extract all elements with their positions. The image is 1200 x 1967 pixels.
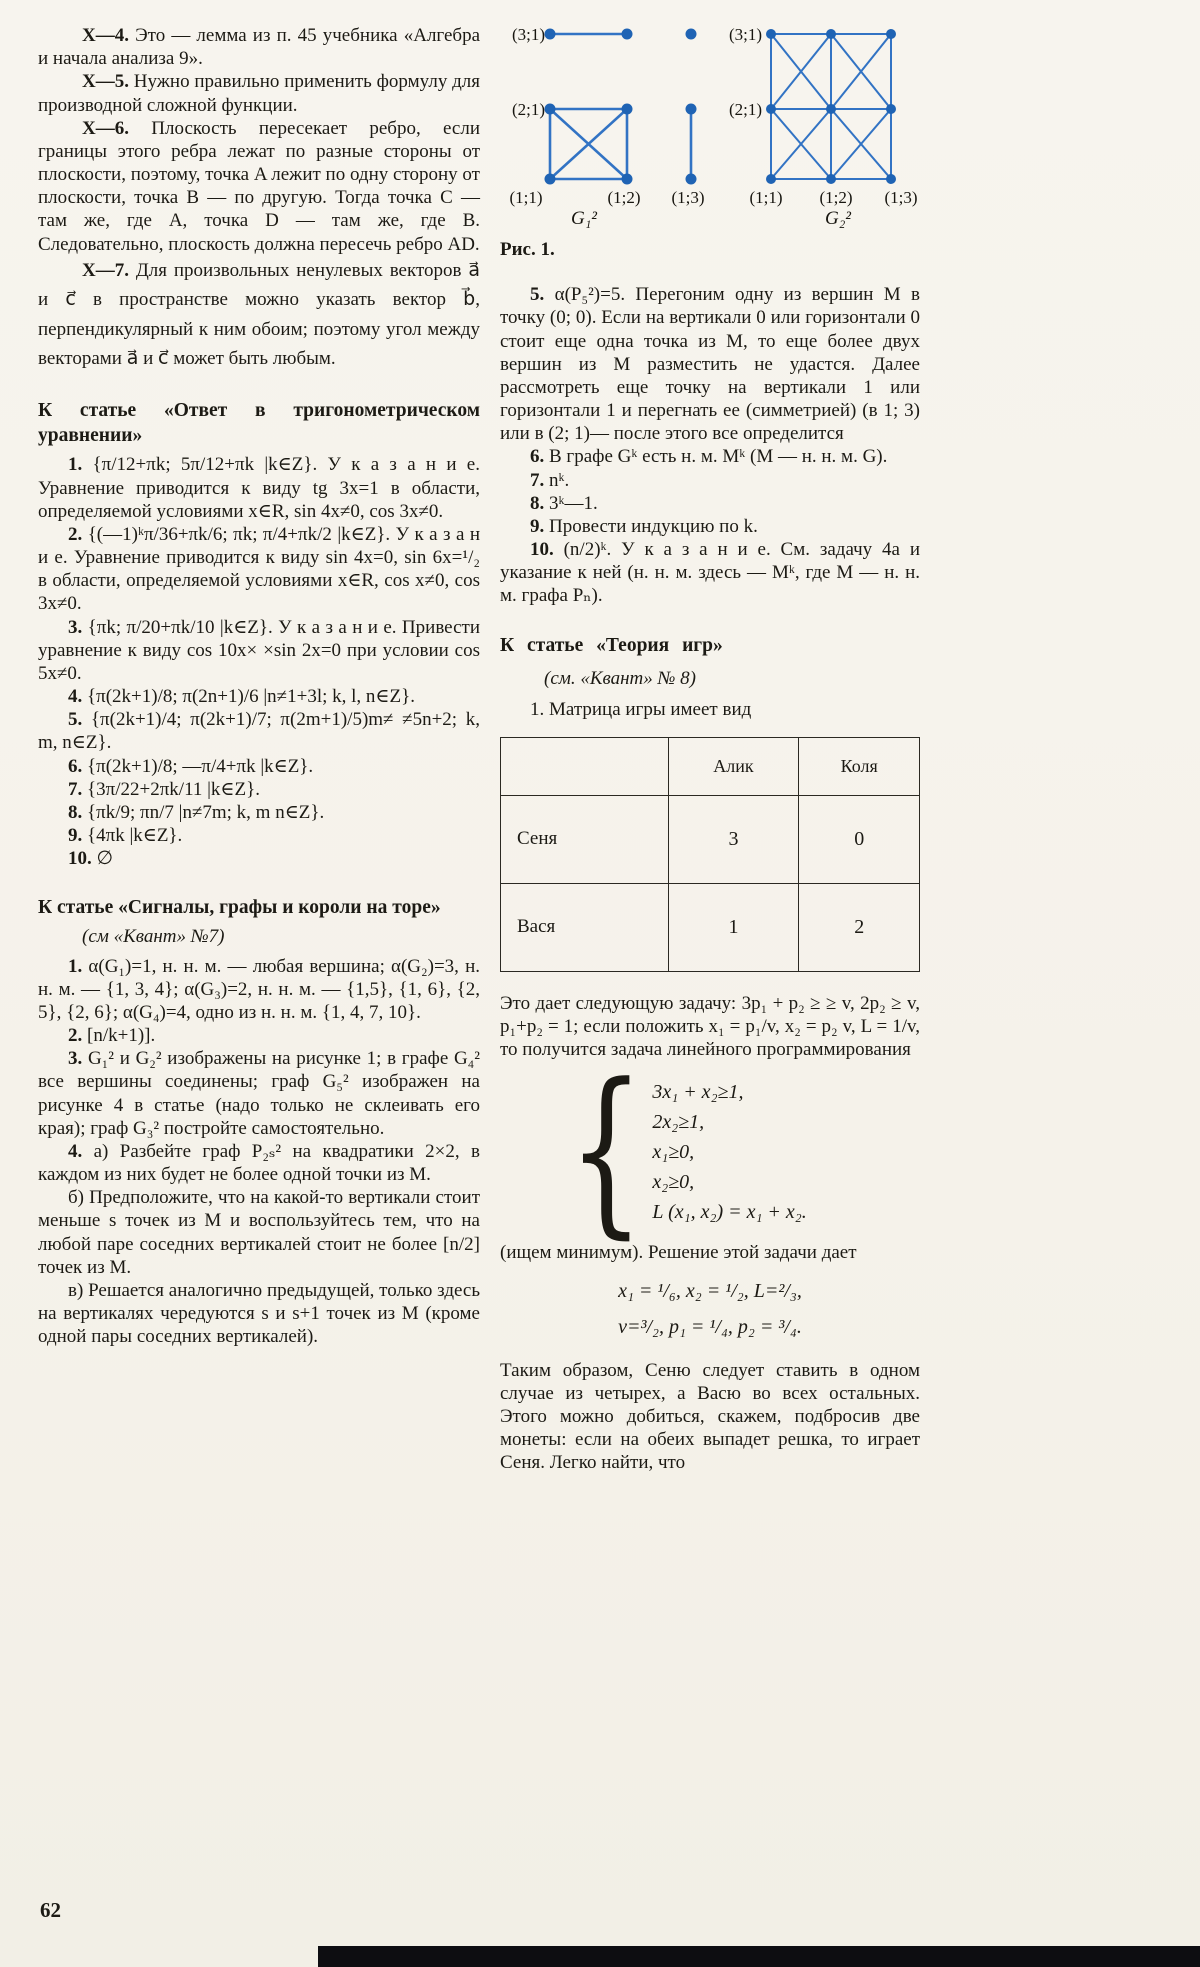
trig-item-6 (38, 755, 480, 778)
games-section-subtitle: (см. «Квант» № 8) (544, 667, 697, 689)
g2-row-label: (2;1) (728, 100, 762, 119)
item-text: nᵏ. (549, 469, 570, 491)
g2-col-label: (1;1) (749, 188, 783, 207)
games-section-heading: К статье «Теория игр» (500, 634, 723, 656)
graphs-item-3 (38, 1047, 480, 1140)
g2-row-label: (3;1) (728, 25, 762, 44)
g1-row-label: (2;1) (511, 100, 545, 119)
g1-col-label: (1;3) (671, 188, 705, 207)
g1-col-label: (1;2) (607, 188, 641, 207)
table-col-header-alik: Алик (668, 737, 799, 795)
table-row-label: Вася (501, 883, 669, 971)
item-text: α(P₅²)=5. Перегоним одну из вершин M в точку (0; 0). Если на вертикали 0 или горизонтали 0 стоит еще одна точка из M, то еще более двух вершин из M разместить не удастся. Далее рассмотреть еще точку на вертикали 1 или горизонтали 1 и перегнать ее (симметрией) (в 1; 3) или в (2; 1)— после этого все определится (500, 284, 920, 445)
g1-edges (550, 34, 691, 179)
table-cell: 2 (799, 883, 920, 971)
item-text: {3π/22+2πk/11 |k∈Z}. (87, 778, 260, 800)
answer-item-6 (500, 445, 920, 468)
trig-item-1 (38, 453, 480, 523)
figure-1-graphs (500, 14, 920, 229)
item-text: (n/2)ᵏ. У к а з а н и е. См. задачу 4а и указание к ней (н. н. м. здесь — Mᵏ, где M — н. н. м. графа Pₙ). (500, 539, 920, 607)
item-text: {πk/9; πn/7 |n≠7m; k, m n∈Z}. (87, 801, 325, 823)
trig-item-3 (38, 616, 480, 686)
item-text: в) Решается аналогично предыдущей, только здесь на вертикалях чередуются s и s+1 точек из M (кроме одной пары соседних вертикалей). (38, 1280, 480, 1348)
g1-row-label: (3;1) (511, 25, 545, 44)
g1-col-label: (1;1) (509, 188, 543, 207)
system-brace-icon: { (568, 1047, 645, 1256)
item-text: {πk; π/20+πk/10 |k∈Z}. У к а з а н и е. Привести уравнение к виду cos 10x× ×sin 2x=0 при условии cos 5x≠0. (38, 616, 480, 684)
graphs-item-4b (38, 1186, 480, 1279)
graphs-section-subtitle: (см «Квант» №7) (82, 926, 225, 948)
item-number: 7. (68, 778, 83, 800)
closing-paragraph: Таким образом, Сеню следует ставить в одном случае из четырех, а Васю во всех остальных. Этого можно добиться, скажем, подбросив две монеты: если на обеих выпадет решка, то играет Сеня. Легко найти, что (500, 1359, 920, 1474)
trig-item-8 (38, 801, 480, 824)
table-row-vasya (501, 883, 920, 971)
item-number: 6. (68, 755, 83, 777)
system-line: x₁≥0, (652, 1141, 695, 1164)
trig-item-2 (38, 523, 480, 616)
problem-label: Х—6. (82, 117, 129, 139)
item-text: 3ᵏ—1. (549, 492, 598, 514)
system-line: 3x₁ + x₂≥1, (652, 1081, 744, 1104)
item-number: 7. (530, 469, 545, 491)
table-cell: 1 (668, 883, 799, 971)
item-number: 9. (530, 515, 545, 537)
g2-col-label: (1;3) (884, 188, 918, 207)
problem-x6 (38, 117, 480, 256)
item-number: 4. (68, 686, 83, 708)
game-matrix-table (500, 737, 920, 972)
graphs-section-heading: К статье «Сигналы, графы и короли на торе» (38, 897, 441, 919)
answer-item-10 (500, 538, 920, 608)
item-number: 4. (68, 1140, 83, 1162)
solution-line: x₁ = ¹/₆, x₂ = ¹/₂, L=²/₃, (618, 1279, 802, 1302)
item-number: 10. (530, 539, 554, 561)
problem-x5 (38, 70, 480, 116)
table-row-label: Сеня (501, 795, 669, 883)
trig-section-heading: К статье «Ответ в тригонометрическом уравнении» (38, 400, 480, 447)
item-text: {4πk |k∈Z}. (87, 825, 183, 847)
system-lines (652, 1077, 806, 1227)
item-text: {π(2k+1)/4; π(2k+1)/7; π(2m+1)/5)m≠ ≠5n+2; k, m, n∈Z}. (38, 709, 480, 754)
graphs-item-4c (38, 1279, 480, 1349)
games-intro: 1. Матрица игры имеет вид (530, 698, 752, 720)
answer-item-7 (500, 469, 920, 492)
problem-label: Х—4. (82, 25, 129, 46)
problem-text: Для произвольных ненулевых векторов a⃗ и c⃗ в пространстве можно указать вектор b⃗, перпендикулярный к ним обоим; поэтому угол между векторами a⃗ и c⃗ может быть любым. (38, 259, 480, 370)
graphs-item-4a (38, 1140, 480, 1186)
figure-caption: Рис. 1. (500, 239, 555, 260)
item-text: В графе Gᵏ есть н. м. Mᵏ (M — н. н. м. G). (549, 446, 888, 468)
g2-name-label: G₂² (824, 208, 852, 229)
item-number: 3. (68, 616, 83, 638)
answer-item-8 (500, 492, 920, 515)
item-number: 1. (68, 955, 83, 977)
lp-intro-paragraph: Это дает следующую задачу: 3p₁ + p₂ ≥ ≥ v, 2p₂ ≥ v, p₁+p₂ = 1; если положить x₁ = p₁/v, x₂ = p₂ v, L = 1/v, то получится задача линейного программирования (500, 992, 920, 1061)
item-text: [n/k+1)]. (87, 1025, 156, 1047)
item-number: 5. (530, 284, 545, 306)
item-text: {π(2k+1)/8; π(2n+1)/6 |n≠1+3l; k, l, n∈Z}. (87, 686, 415, 708)
page-number: 62 (40, 1898, 61, 1922)
item-text: ∅ (96, 848, 114, 870)
table-row-senya (501, 795, 920, 883)
trig-item-4 (38, 685, 480, 708)
system-line: x₂≥0, (652, 1171, 695, 1194)
g1-vertices (545, 29, 697, 185)
solution-intro: (ищем минимум). Решение этой задачи дает (500, 1242, 857, 1264)
graphs-item-1 (38, 955, 480, 1025)
table-corner-cell (501, 737, 669, 795)
g1-name-label: G₁² (570, 208, 598, 229)
scan-artifact-bar (318, 1946, 1200, 1967)
answer-item-9 (500, 515, 920, 538)
table-col-header-kolya: Коля (799, 737, 920, 795)
system-line: L (x₁, x₂) = x₁ + x₂. (652, 1201, 807, 1224)
answer-item-5 (500, 283, 920, 445)
graphs-item-2 (38, 1024, 480, 1047)
item-text: G₁² и G₂² изображены на рисунке 1; в графе G₄² все вершины соединены; граф G₅² изображен на рисунке 4 в статье (надо только не склеивать его края); граф G₃² постройте самостоятельно. (38, 1048, 480, 1139)
item-number: 5. (68, 709, 83, 731)
item-number: 8. (530, 492, 545, 514)
solution-values (500, 1273, 920, 1345)
table-header-row (501, 737, 920, 795)
item-text: {π/12+πk; 5π/12+πk |k∈Z}. У к а з а н и е. Уравнение приводится к виду tg 3x=1 в области, определяемой условиями x∈R, sin 4x≠0, cos 3x≠0. (38, 454, 480, 522)
problem-x4 (38, 24, 480, 70)
left-column (38, 24, 480, 1349)
problem-label: Х—5. (82, 71, 129, 93)
item-number: 8. (68, 801, 83, 823)
item-text: б) Предположите, что на какой-то вертикали стоит меньше s точек из M и воспользуйтесь тем, что на любой паре соседних вертикалей стоит не более [n/2] точек из M. (38, 1187, 480, 1278)
figure-1 (500, 14, 920, 261)
item-text: а) Разбейте граф P₂ₛ² на квадратики 2×2, в каждом из них будет не более одной точки из M. (38, 1140, 480, 1186)
problem-x7 (38, 256, 480, 374)
problem-text: Плоскость пересекает ребро, если границы этого ребра лежат по разные стороны от плоскости, поэтому, точка A лежит по одну сторону от плоскости, точка B — по другую. Тогда точка C — там же, где A, точка D — там же, где B. Следовательно, плоскость должна пересечь ребро AD. (38, 117, 481, 255)
item-number: 1. (68, 454, 83, 476)
trig-item-10 (38, 847, 480, 870)
trig-item-9 (38, 824, 480, 847)
item-number: 6. (530, 446, 545, 468)
system-line: 2x₂≥1, (652, 1111, 705, 1134)
problem-text: Это — лемма из п. 45 учебника «Алгебра и начала анализа 9». (38, 25, 481, 70)
problem-label: Х—7. (82, 259, 129, 281)
trig-item-7 (38, 778, 480, 801)
item-number: 10. (68, 848, 92, 870)
table-cell: 3 (668, 795, 799, 883)
trig-item-5 (38, 708, 480, 754)
item-number: 2. (68, 523, 83, 545)
table-cell: 0 (799, 795, 920, 883)
item-text: {(—1)ᵏπ/36+πk/6; πk; π/4+πk/2 |k∈Z}. У к а з а н и е. Уравнение приводится к виду sin 4x=0, sin 6x=¹/₂ в области, определяемой условиями x∈R, cos x≠0, cos 3x≠0. (38, 523, 480, 615)
item-number: 3. (68, 1048, 83, 1070)
item-number: 9. (68, 825, 83, 847)
solution-line: v=³/₂, p₁ = ¹/₄, p₂ = ³/₄. (618, 1315, 802, 1338)
item-text: {π(2k+1)/8; —π/4+πk |k∈Z}. (87, 755, 314, 777)
item-number: 2. (68, 1025, 83, 1047)
item-text: α(G₁)=1, н. н. м. — любая вершина; α(G₂)=3, н. н. м. — {1, 3, 4}; α(G₃)=2, н. н. м. — {1,5}, {1, 6}, {2, 5}, {2, 6}; α(G₄)=4, одно из н. н. м. {1, 4, 7, 10}. (38, 955, 480, 1023)
problem-text: Нужно правильно применить формулу для производной сложной функции. (38, 71, 481, 116)
g2-col-label: (1;2) (819, 188, 853, 207)
right-column (500, 14, 920, 1474)
item-text: Провести индукцию по k. (549, 515, 758, 537)
